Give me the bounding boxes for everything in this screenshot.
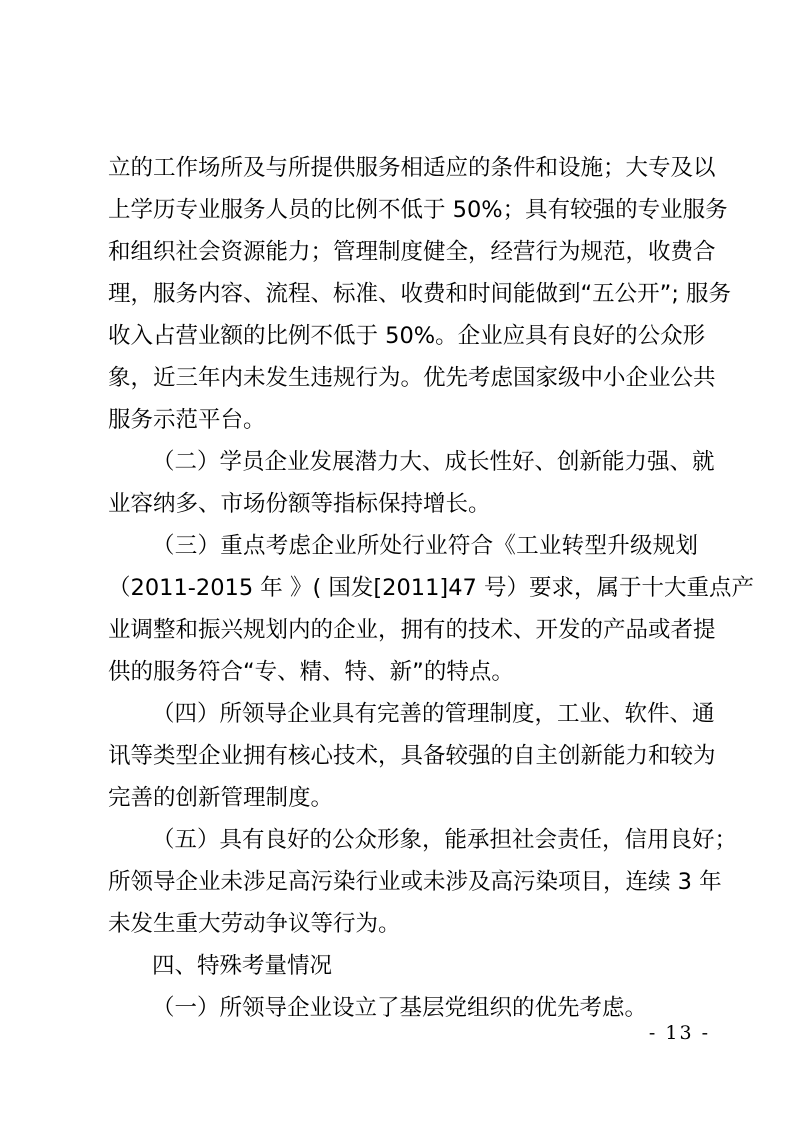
body-text-line: 未发生重大劳动争议等行为。 bbox=[108, 911, 401, 937]
body-text-line: 业容纳多、市场份额等指标保持增长。 bbox=[108, 491, 491, 517]
body-text-line: 和组织社会资源能力；管理制度健全，经营行为规范，收费合 bbox=[108, 239, 716, 265]
body-text-line: （三）重点考虑企业所处行业符合《工业转型升级规划 bbox=[152, 533, 698, 559]
body-text-line: （四）所领导企业具有完善的管理制度，工业、软件、通 bbox=[152, 701, 715, 727]
body-text-line: 讯等类型企业拥有核心技术，具备较强的自主创新能力和较为 bbox=[108, 743, 716, 769]
body-text-line: 完善的创新管理制度。 bbox=[108, 785, 334, 811]
body-text-line: 业调整和振兴规划内的企业，拥有的技术、开发的产品或者提 bbox=[108, 617, 716, 643]
page-number: - 13 - bbox=[648, 1022, 710, 1044]
body-text-line: 上学历专业服务人员的比例不低于 50%；具有较强的专业服务 bbox=[108, 197, 728, 223]
section-heading: 四、特殊考量情况 bbox=[152, 953, 333, 979]
body-text-line: （五）具有良好的公众形象，能承担社会责任，信用良好； bbox=[152, 827, 738, 853]
body-text-line: （二）学员企业发展潜力大、成长性好、创新能力强、就 bbox=[152, 449, 715, 475]
body-text-line: 供的服务符合“专、精、特、新”的特点。 bbox=[108, 659, 514, 685]
body-text-line: （2011-2015 年 》( 国发[2011]47 号）要求，属于十大重点产 bbox=[108, 575, 754, 601]
body-text-line: 象，近三年内未发生违规行为。优先考虑国家级中小企业公共 bbox=[108, 365, 716, 391]
body-text-line: 理，服务内容、流程、标准、收费和时间能做到“五公开”; 服务 bbox=[108, 281, 732, 307]
body-text-line: （一）所领导企业设立了基层党组织的优先考虑。 bbox=[152, 995, 648, 1021]
body-text-line: 所领导企业未涉足高污染行业或未涉及高污染项目，连续 3 年 bbox=[108, 869, 722, 895]
body-text-line: 立的工作场所及与所提供服务相适应的条件和设施；大专及以 bbox=[108, 155, 716, 181]
body-text-line: 服务示范平台。 bbox=[108, 407, 266, 433]
body-text-line: 收入占营业额的比例不低于 50%。企业应具有良好的公众形 bbox=[108, 323, 706, 349]
